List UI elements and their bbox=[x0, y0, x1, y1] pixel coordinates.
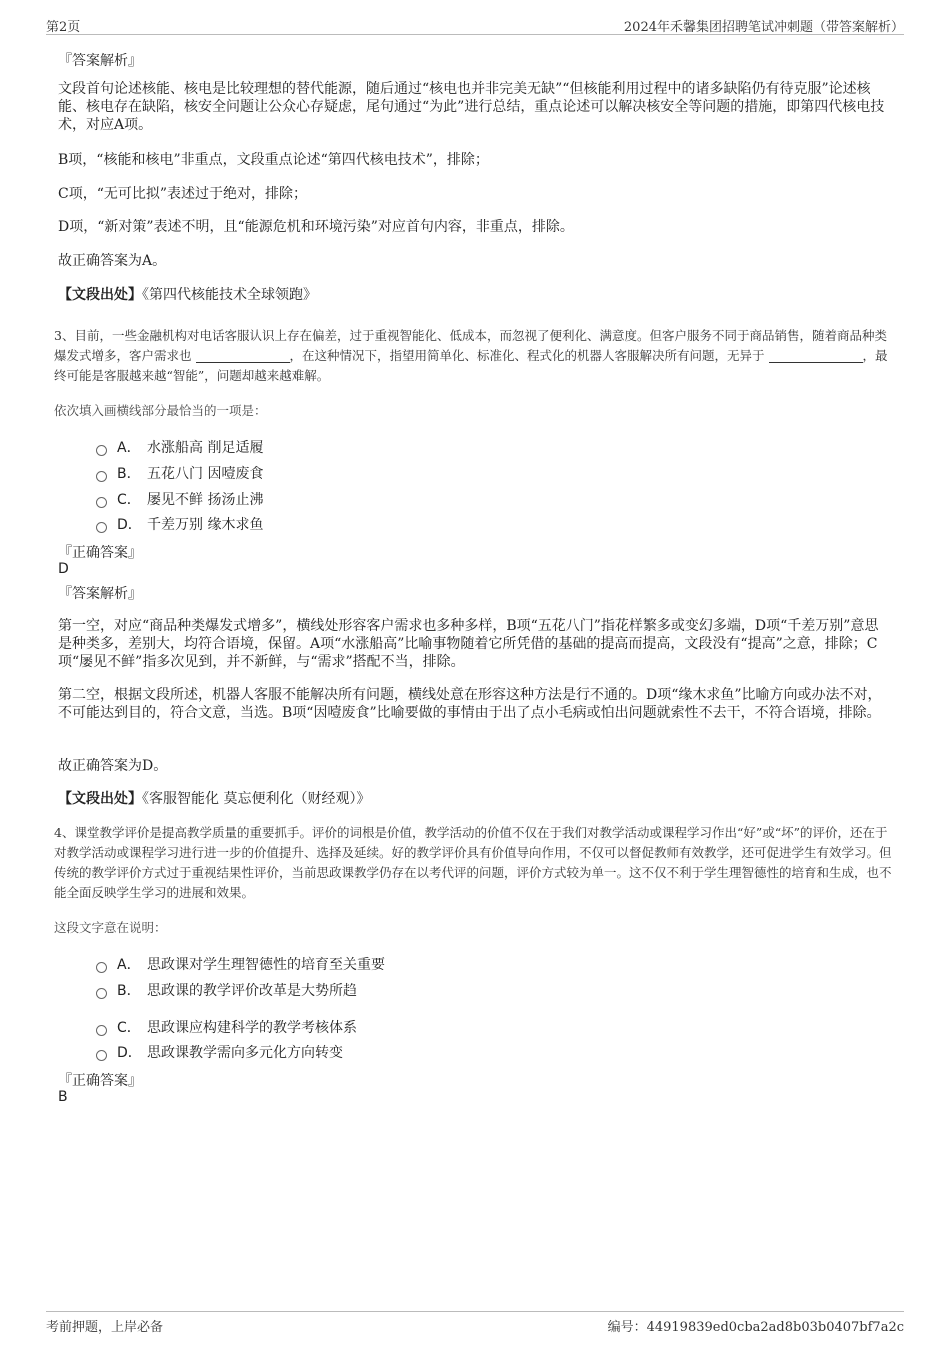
option-c[interactable]: C． 思政课应构建科学的教学考核体系 bbox=[96, 1017, 357, 1037]
radio-icon[interactable] bbox=[96, 497, 107, 508]
question-text: ，最终可能是客服越来越“智能”，问题却越来越难解。 bbox=[54, 348, 888, 383]
option-d[interactable]: D． 千差万别 缘木求鱼 bbox=[96, 514, 263, 534]
fill-blank bbox=[196, 348, 290, 363]
radio-icon[interactable] bbox=[96, 962, 107, 973]
analysis-paragraph: C项，“无可比拟”表述过于绝对，排除； bbox=[58, 186, 308, 202]
analysis-conclusion: 故正确答案为D。 bbox=[58, 758, 168, 774]
radio-icon[interactable] bbox=[96, 445, 107, 456]
document-code: 编号：44919839ed0cba2ad8b03b0407bf7a2c bbox=[607, 1320, 904, 1335]
page-footer bbox=[46, 1311, 904, 1336]
analysis-paragraph: D项，“新对策”表述不明，且“能源危机和环境污染”对应首句内容，非重点，排除。 bbox=[58, 219, 574, 235]
fill-blank bbox=[769, 348, 863, 363]
source-label: 【文段出处】 bbox=[58, 287, 142, 303]
footer-slogan: 考前押题，上岸必备 bbox=[46, 1320, 164, 1335]
radio-icon[interactable] bbox=[96, 471, 107, 482]
question-4-stem: 4、课堂教学评价是提高教学质量的重要抓手。评价的词根是价值，教学活动的价值不仅在于我们对教学活动或课程学习作出“好”或“坏”的评价，还在于对教学活动或课程学习进行进一步的价值提升、选择及延续。好的教学评价具有价值导向作用，不仅可以督促教师有效教学，还可促进学生有效学习。但传统的教学评价方式过于重视结果性评价，当前思政课教学仍存在以考代评的问题，评价方式较为单一。这不仅不利于学生理智德性的培育和生成，也不能全面反映学生学习的进展和效果。 bbox=[54, 825, 892, 900]
document-title: 2024年禾馨集团招聘笔试冲刺题（带答案解析） bbox=[623, 20, 904, 35]
analysis-label: 『答案解析』 bbox=[58, 586, 142, 602]
question-4-prompt: 这段文字意在说明： bbox=[54, 920, 167, 935]
correct-answer-label: 『正确答案』 bbox=[58, 545, 142, 561]
radio-icon[interactable] bbox=[96, 988, 107, 999]
question-3-prompt: 依次填入画横线部分最恰当的一项是： bbox=[54, 403, 267, 418]
analysis-paragraph: 第一空，对应“商品种类爆发式增多”，横线处形容客户需求也多种多样，B项“五花八门”指花样繁多或变幻多端，D项“千差万别”意思是种类多，差别大，均符合语境，保留。A项“水涨船高”比喻事物随着它所凭借的基础的提高而提高，文段没有“提高”之意，排除；C项“屡见不鲜”指多次见到，并不新鲜，与“需求”搭配不当，排除。 bbox=[58, 618, 879, 670]
analysis-conclusion: 故正确答案为A。 bbox=[58, 253, 167, 269]
option-b[interactable]: B． 五花八门 因噎废食 bbox=[96, 463, 263, 483]
option-a[interactable]: A． 水涨船高 削足适履 bbox=[96, 437, 263, 457]
page-number: 第2页 bbox=[46, 20, 81, 35]
correct-answer: D bbox=[58, 561, 69, 577]
option-c[interactable]: C． 屡见不鲜 扬汤止沸 bbox=[96, 489, 263, 509]
correct-answer: B bbox=[58, 1089, 68, 1105]
correct-answer-label: 『正确答案』 bbox=[58, 1073, 142, 1089]
question-text: ，在这种情况下，指望用简单化、标准化、程式化的机器人客服解决所有问题，无异于 bbox=[289, 348, 765, 363]
option-d[interactable]: D． 思政课教学需向多元化方向转变 bbox=[96, 1042, 343, 1062]
radio-icon[interactable] bbox=[96, 522, 107, 533]
analysis-label: 『答案解析』 bbox=[58, 53, 142, 69]
analysis-paragraph: 第二空，根据文段所述，机器人客服不能解决所有问题，横线处意在形容这种方法是行不通的。D项“缘木求鱼”比喻方向或办法不对，不可能达到目的，符合文意，当选。B项“因噎废食”比喻要做的事情由于出了点小毛病或怕出问题就索性不去干，不符合语境，排除。 bbox=[58, 687, 882, 721]
source-title: 《客服智能化 莫忘便利化（财经观）》 bbox=[142, 791, 371, 807]
question-3-stem bbox=[54, 326, 894, 386]
radio-icon[interactable] bbox=[96, 1050, 107, 1061]
option-a[interactable]: A． 思政课对学生理智德性的培育至关重要 bbox=[96, 954, 385, 974]
analysis-paragraph: 文段首句论述核能、核电是比较理想的替代能源，随后通过“核电也并非完美无缺”“但核能利用过程中的诸多缺陷仍有待克服”论述核能、核电存在缺陷，核安全问题让公众心存疑虑，尾句通过“为此”进行总结，重点论述可以解决核安全等问题的措施，即第四代核电技术，对应A项。 bbox=[58, 81, 885, 133]
source-line bbox=[58, 790, 890, 808]
analysis-paragraph: B项，“核能和核电”非重点，文段重点论述“第四代核电技术”，排除； bbox=[58, 152, 489, 168]
question-text: 3、目前，一些金融机构对电话客服认识上存在偏差，过于重视智能化、低成本，而忽视了便利化、满意度。但客户服务不同于商品销售，随着商品种类爆发式增多，客户需求也 bbox=[54, 328, 887, 363]
source-title: 《第四代核能技术全球领跑》 bbox=[142, 287, 317, 303]
source-line bbox=[58, 286, 890, 304]
source-label: 【文段出处】 bbox=[58, 791, 142, 807]
radio-icon[interactable] bbox=[96, 1025, 107, 1036]
page-header bbox=[46, 14, 904, 35]
option-b[interactable]: B． 思政课的教学评价改革是大势所趋 bbox=[96, 980, 357, 1000]
